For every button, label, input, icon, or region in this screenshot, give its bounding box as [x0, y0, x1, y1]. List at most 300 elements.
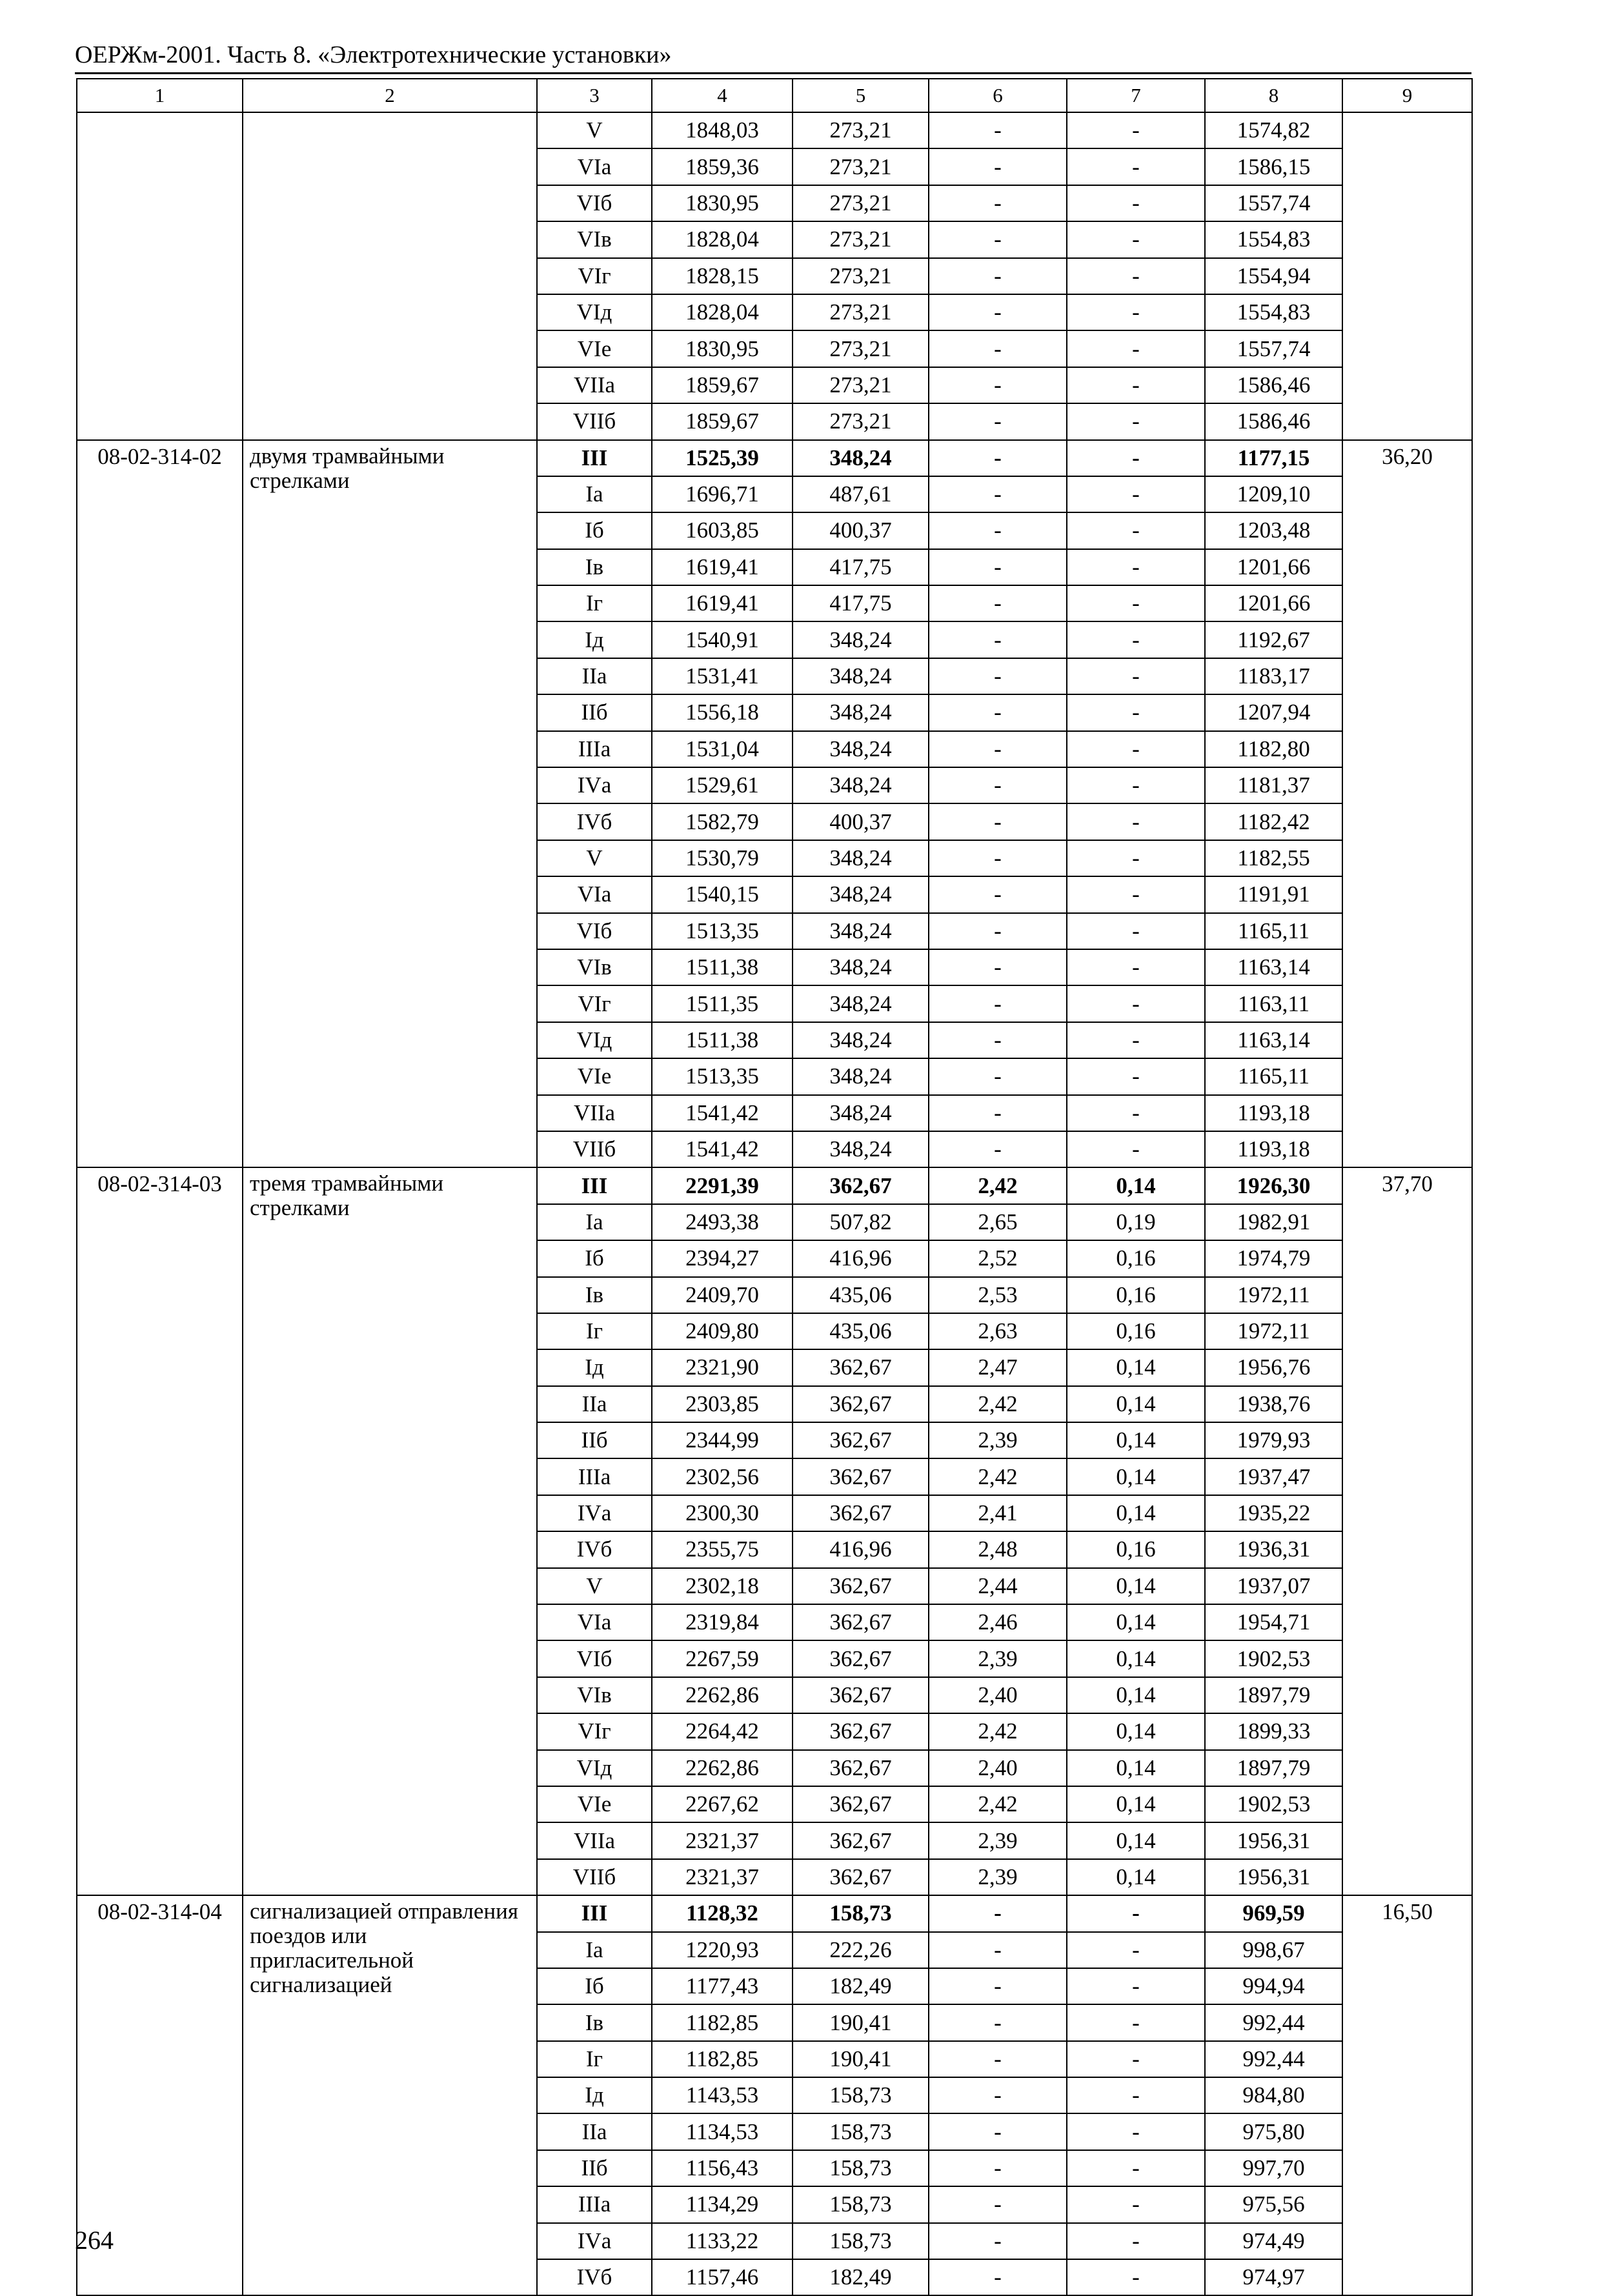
wages: 273,21	[793, 185, 929, 221]
region-index: Iа	[537, 1932, 652, 1968]
region-index: Iб	[537, 1240, 652, 1276]
machinist-wages: 0,14	[1067, 1859, 1205, 1895]
wages: 362,67	[793, 1750, 929, 1786]
region-index: VIе	[537, 1058, 652, 1094]
machine-cost: -	[929, 440, 1067, 476]
wages: 158,73	[793, 2186, 929, 2222]
region-index: IIб	[537, 1422, 652, 1458]
machinist-wages: -	[1067, 1968, 1205, 2004]
total-cost: 1696,71	[652, 476, 793, 512]
labor-cost	[1342, 112, 1472, 440]
wages: 190,41	[793, 2004, 929, 2040]
wages: 362,67	[793, 1786, 929, 1822]
region-index: IVа	[537, 767, 652, 803]
total-cost: 1531,04	[652, 731, 793, 767]
total-cost: 2493,38	[652, 1204, 793, 1240]
machine-cost: -	[929, 258, 1067, 294]
machine-cost: -	[929, 803, 1067, 840]
machinist-wages: -	[1067, 112, 1205, 148]
materials-cost: 975,56	[1205, 2186, 1342, 2222]
machine-cost: -	[929, 767, 1067, 803]
machine-cost: -	[929, 1968, 1067, 2004]
total-cost: 1143,53	[652, 2077, 793, 2113]
total-cost: 2321,37	[652, 1859, 793, 1895]
region-index: III	[537, 440, 652, 476]
total-cost: 1133,22	[652, 2223, 793, 2259]
machinist-wages: -	[1067, 585, 1205, 621]
region-index: Iг	[537, 1313, 652, 1349]
total-cost: 1828,04	[652, 221, 793, 257]
machine-cost: 2,44	[929, 1568, 1067, 1604]
machinist-wages: -	[1067, 985, 1205, 1022]
machine-cost: -	[929, 949, 1067, 985]
machinist-wages: -	[1067, 913, 1205, 949]
wages: 362,67	[793, 1495, 929, 1531]
materials-cost: 1899,33	[1205, 1713, 1342, 1749]
machinist-wages: -	[1067, 185, 1205, 221]
table-row	[77, 1895, 1472, 1931]
materials-cost: 1165,11	[1205, 1058, 1342, 1094]
region-index: Iд	[537, 2077, 652, 2113]
machine-cost: 2,41	[929, 1495, 1067, 1531]
machine-cost: -	[929, 2150, 1067, 2186]
region-index: VIIб	[537, 403, 652, 439]
materials-cost: 1177,15	[1205, 440, 1342, 476]
machine-cost: -	[929, 1131, 1067, 1167]
region-index: Iд	[537, 1349, 652, 1385]
machine-cost: 2,42	[929, 1458, 1067, 1495]
total-cost: 1530,79	[652, 840, 793, 876]
total-cost: 2267,59	[652, 1640, 793, 1677]
total-cost: 2321,37	[652, 1822, 793, 1858]
materials-cost: 969,59	[1205, 1895, 1342, 1931]
machinist-wages: 0,14	[1067, 1640, 1205, 1677]
total-cost: 1511,35	[652, 985, 793, 1022]
machinist-wages: -	[1067, 476, 1205, 512]
machinist-wages: 0,16	[1067, 1313, 1205, 1349]
total-cost: 1619,41	[652, 549, 793, 585]
machine-cost: -	[929, 2186, 1067, 2222]
wages: 348,24	[793, 1058, 929, 1094]
region-index: VIб	[537, 185, 652, 221]
machine-cost: 2,40	[929, 1750, 1067, 1786]
wages: 400,37	[793, 512, 929, 549]
column-number: 2	[243, 79, 537, 112]
machine-cost: 2,42	[929, 1786, 1067, 1822]
machine-cost: 2,40	[929, 1677, 1067, 1713]
region-index: Iв	[537, 549, 652, 585]
materials-cost: 1574,82	[1205, 112, 1342, 148]
region-index: VIIб	[537, 1131, 652, 1167]
wages: 273,21	[793, 112, 929, 148]
labor-cost: 37,70	[1342, 1167, 1472, 1895]
machine-cost: -	[929, 549, 1067, 585]
materials-cost: 1956,31	[1205, 1859, 1342, 1895]
total-cost: 1859,67	[652, 367, 793, 403]
machinist-wages: 0,16	[1067, 1240, 1205, 1276]
materials-cost: 1165,11	[1205, 913, 1342, 949]
materials-cost: 975,80	[1205, 2113, 1342, 2150]
total-cost: 1156,43	[652, 2150, 793, 2186]
total-cost: 1540,15	[652, 876, 793, 912]
materials-cost: 992,44	[1205, 2041, 1342, 2077]
table-row	[77, 112, 1472, 148]
machinist-wages: -	[1067, 2186, 1205, 2222]
machine-cost: -	[929, 330, 1067, 367]
rate-code	[77, 112, 243, 440]
region-index: Iг	[537, 585, 652, 621]
machine-cost: 2,42	[929, 1386, 1067, 1422]
machine-cost: -	[929, 985, 1067, 1022]
region-index: IIа	[537, 658, 652, 694]
total-cost: 1220,93	[652, 1932, 793, 1968]
total-cost: 1511,38	[652, 1022, 793, 1058]
total-cost: 1525,39	[652, 440, 793, 476]
machinist-wages: -	[1067, 403, 1205, 439]
materials-cost: 1183,17	[1205, 658, 1342, 694]
materials-cost: 1897,79	[1205, 1677, 1342, 1713]
region-index: Iб	[537, 1968, 652, 2004]
total-cost: 1830,95	[652, 185, 793, 221]
region-index: Iв	[537, 2004, 652, 2040]
materials-cost: 1191,91	[1205, 876, 1342, 912]
machinist-wages: -	[1067, 440, 1205, 476]
wages: 348,24	[793, 694, 929, 730]
machinist-wages: -	[1067, 2223, 1205, 2259]
machine-cost: -	[929, 403, 1067, 439]
region-index: Iг	[537, 2041, 652, 2077]
total-cost: 2319,84	[652, 1604, 793, 1640]
materials-cost: 1956,31	[1205, 1822, 1342, 1858]
materials-cost: 1557,74	[1205, 330, 1342, 367]
materials-cost: 1182,42	[1205, 803, 1342, 840]
column-number: 1	[77, 79, 243, 112]
region-index: IVб	[537, 803, 652, 840]
total-cost: 2267,62	[652, 1786, 793, 1822]
wages: 487,61	[793, 476, 929, 512]
machinist-wages: 0,14	[1067, 1750, 1205, 1786]
total-cost: 1541,42	[652, 1131, 793, 1167]
wages: 362,67	[793, 1640, 929, 1677]
wages: 273,21	[793, 294, 929, 330]
region-index: VIа	[537, 148, 652, 185]
machine-cost: 2,42	[929, 1167, 1067, 1203]
machine-cost: -	[929, 367, 1067, 403]
materials-cost: 992,44	[1205, 2004, 1342, 2040]
wages: 348,24	[793, 658, 929, 694]
materials-cost: 1954,71	[1205, 1604, 1342, 1640]
total-cost: 2262,86	[652, 1677, 793, 1713]
labor-cost: 16,50	[1342, 1895, 1472, 2295]
total-cost: 1603,85	[652, 512, 793, 549]
machine-cost: -	[929, 2004, 1067, 2040]
machine-cost: -	[929, 731, 1067, 767]
work-description: тремя трамвайными стрелками	[243, 1167, 537, 1895]
machinist-wages: -	[1067, 2041, 1205, 2077]
machine-cost: 2,42	[929, 1713, 1067, 1749]
materials-cost: 1209,10	[1205, 476, 1342, 512]
region-index: VIд	[537, 1022, 652, 1058]
machine-cost: 2,46	[929, 1604, 1067, 1640]
machine-cost: -	[929, 1895, 1067, 1931]
wages: 348,24	[793, 949, 929, 985]
column-number-row	[77, 79, 1472, 112]
wages: 400,37	[793, 803, 929, 840]
region-index: VIе	[537, 1786, 652, 1822]
machinist-wages: -	[1067, 1131, 1205, 1167]
column-number: 7	[1067, 79, 1205, 112]
machinist-wages: -	[1067, 1095, 1205, 1131]
machinist-wages: 0,14	[1067, 1604, 1205, 1640]
machinist-wages: -	[1067, 2259, 1205, 2295]
wages: 435,06	[793, 1313, 929, 1349]
machinist-wages: 0,14	[1067, 1386, 1205, 1422]
machine-cost: -	[929, 1058, 1067, 1094]
total-cost: 2409,70	[652, 1277, 793, 1313]
materials-cost: 998,67	[1205, 1932, 1342, 1968]
wages: 348,24	[793, 731, 929, 767]
machinist-wages: -	[1067, 694, 1205, 730]
region-index: VIд	[537, 1750, 652, 1786]
column-number: 6	[929, 79, 1067, 112]
wages: 362,67	[793, 1822, 929, 1858]
total-cost: 1848,03	[652, 112, 793, 148]
total-cost: 1513,35	[652, 1058, 793, 1094]
machinist-wages: -	[1067, 367, 1205, 403]
wages: 362,67	[793, 1422, 929, 1458]
total-cost: 1157,46	[652, 2259, 793, 2295]
work-description	[243, 112, 537, 440]
machine-cost: -	[929, 112, 1067, 148]
machine-cost: -	[929, 913, 1067, 949]
machinist-wages: -	[1067, 221, 1205, 257]
materials-cost: 1937,47	[1205, 1458, 1342, 1495]
region-index: VIIа	[537, 367, 652, 403]
materials-cost: 1557,74	[1205, 185, 1342, 221]
wages: 348,24	[793, 913, 929, 949]
total-cost: 1582,79	[652, 803, 793, 840]
wages: 362,67	[793, 1386, 929, 1422]
labor-cost: 36,20	[1342, 440, 1472, 1168]
wages: 273,21	[793, 330, 929, 367]
region-index: IVб	[537, 1531, 652, 1567]
materials-cost: 1193,18	[1205, 1095, 1342, 1131]
wages: 417,75	[793, 549, 929, 585]
wages: 158,73	[793, 2150, 929, 2186]
total-cost: 2355,75	[652, 1531, 793, 1567]
machine-cost: 2,39	[929, 1822, 1067, 1858]
machinist-wages: -	[1067, 258, 1205, 294]
rate-code: 08-02-314-03	[77, 1167, 243, 1895]
machine-cost: -	[929, 694, 1067, 730]
region-index: IVа	[537, 1495, 652, 1531]
materials-cost: 1974,79	[1205, 1240, 1342, 1276]
table-row	[77, 440, 1472, 476]
wages: 273,21	[793, 148, 929, 185]
machinist-wages: -	[1067, 512, 1205, 549]
region-index: VIд	[537, 294, 652, 330]
machine-cost: -	[929, 2259, 1067, 2295]
materials-cost: 1201,66	[1205, 549, 1342, 585]
region-index: VIIа	[537, 1822, 652, 1858]
column-number: 4	[652, 79, 793, 112]
wages: 158,73	[793, 2077, 929, 2113]
wages: 435,06	[793, 1277, 929, 1313]
region-index: III	[537, 1895, 652, 1931]
work-description: двумя трамвайными стрелками	[243, 440, 537, 1168]
materials-cost: 1554,83	[1205, 294, 1342, 330]
machine-cost: -	[929, 840, 1067, 876]
materials-cost: 1586,46	[1205, 367, 1342, 403]
wages: 348,24	[793, 1022, 929, 1058]
wages: 362,67	[793, 1167, 929, 1203]
region-index: VIг	[537, 985, 652, 1022]
table-body	[77, 79, 1472, 2295]
wages: 362,67	[793, 1458, 929, 1495]
total-cost: 1556,18	[652, 694, 793, 730]
materials-cost: 974,49	[1205, 2223, 1342, 2259]
machinist-wages: -	[1067, 2150, 1205, 2186]
materials-cost: 1902,53	[1205, 1640, 1342, 1677]
region-index: III	[537, 1167, 652, 1203]
machine-cost: -	[929, 1095, 1067, 1131]
wages: 362,67	[793, 1859, 929, 1895]
total-cost: 2344,99	[652, 1422, 793, 1458]
total-cost: 1511,38	[652, 949, 793, 985]
total-cost: 1177,43	[652, 1968, 793, 2004]
region-index: VIа	[537, 1604, 652, 1640]
machine-cost: -	[929, 148, 1067, 185]
materials-cost: 1554,94	[1205, 258, 1342, 294]
materials-cost: 1181,37	[1205, 767, 1342, 803]
total-cost: 1529,61	[652, 767, 793, 803]
machinist-wages: -	[1067, 621, 1205, 658]
wages: 190,41	[793, 2041, 929, 2077]
machinist-wages: 0,14	[1067, 1713, 1205, 1749]
total-cost: 2394,27	[652, 1240, 793, 1276]
total-cost: 1182,85	[652, 2041, 793, 2077]
page-number: 264	[75, 2226, 114, 2255]
materials-cost: 1956,76	[1205, 1349, 1342, 1385]
machine-cost: -	[929, 221, 1067, 257]
machine-cost: 2,53	[929, 1277, 1067, 1313]
materials-cost: 1163,14	[1205, 949, 1342, 985]
wages: 182,49	[793, 2259, 929, 2295]
wages: 348,24	[793, 440, 929, 476]
machinist-wages: -	[1067, 1022, 1205, 1058]
materials-cost: 1182,80	[1205, 731, 1342, 767]
region-index: Iа	[537, 476, 652, 512]
total-cost: 1828,15	[652, 258, 793, 294]
machine-cost: 2,48	[929, 1531, 1067, 1567]
region-index: VIIб	[537, 1859, 652, 1895]
machine-cost: -	[929, 185, 1067, 221]
machinist-wages: -	[1067, 731, 1205, 767]
total-cost: 1134,53	[652, 2113, 793, 2150]
work-description: сигнализацией отправления поездов или пригласительной сигнализацией	[243, 1895, 537, 2295]
wages: 348,24	[793, 985, 929, 1022]
machinist-wages: -	[1067, 1058, 1205, 1094]
wages: 273,21	[793, 258, 929, 294]
wages: 158,73	[793, 2223, 929, 2259]
total-cost: 2264,42	[652, 1713, 793, 1749]
materials-cost: 1972,11	[1205, 1313, 1342, 1349]
machine-cost: 2,39	[929, 1640, 1067, 1677]
materials-cost: 1201,66	[1205, 585, 1342, 621]
wages: 182,49	[793, 1968, 929, 2004]
region-index: IIIа	[537, 1458, 652, 1495]
machinist-wages: -	[1067, 767, 1205, 803]
total-cost: 2321,90	[652, 1349, 793, 1385]
total-cost: 2303,85	[652, 1386, 793, 1422]
wages: 158,73	[793, 2113, 929, 2150]
machinist-wages: -	[1067, 330, 1205, 367]
rate-code: 08-02-314-04	[77, 1895, 243, 2295]
wages: 417,75	[793, 585, 929, 621]
materials-cost: 997,70	[1205, 2150, 1342, 2186]
machinist-wages: -	[1067, 1895, 1205, 1931]
materials-cost: 1182,55	[1205, 840, 1342, 876]
machine-cost: 2,52	[929, 1240, 1067, 1276]
machinist-wages: -	[1067, 2077, 1205, 2113]
total-cost: 1619,41	[652, 585, 793, 621]
rate-code: 08-02-314-02	[77, 440, 243, 1168]
region-index: VIв	[537, 1677, 652, 1713]
region-index: VIа	[537, 876, 652, 912]
machinist-wages: 0,14	[1067, 1422, 1205, 1458]
machinist-wages: -	[1067, 148, 1205, 185]
machinist-wages: -	[1067, 2113, 1205, 2150]
region-index: IIа	[537, 2113, 652, 2150]
machinist-wages: -	[1067, 294, 1205, 330]
total-cost: 1531,41	[652, 658, 793, 694]
region-index: VIв	[537, 949, 652, 985]
materials-cost: 1897,79	[1205, 1750, 1342, 1786]
total-cost: 1540,91	[652, 621, 793, 658]
machinist-wages: 0,14	[1067, 1677, 1205, 1713]
machine-cost: -	[929, 1022, 1067, 1058]
machinist-wages: -	[1067, 2004, 1205, 2040]
materials-cost: 1192,67	[1205, 621, 1342, 658]
machine-cost: 2,65	[929, 1204, 1067, 1240]
machinist-wages: -	[1067, 949, 1205, 985]
machinist-wages: -	[1067, 1932, 1205, 1968]
table-row	[77, 1167, 1472, 1203]
machine-cost: -	[929, 294, 1067, 330]
wages: 158,73	[793, 1895, 929, 1931]
materials-cost: 1163,11	[1205, 985, 1342, 1022]
materials-cost: 1979,93	[1205, 1422, 1342, 1458]
column-number: 5	[793, 79, 929, 112]
total-cost: 2409,80	[652, 1313, 793, 1349]
wages: 507,82	[793, 1204, 929, 1240]
total-cost: 2300,30	[652, 1495, 793, 1531]
region-index: IIб	[537, 2150, 652, 2186]
wages: 348,24	[793, 621, 929, 658]
total-cost: 2291,39	[652, 1167, 793, 1203]
wages: 273,21	[793, 403, 929, 439]
region-index: VIг	[537, 1713, 652, 1749]
machine-cost: -	[929, 585, 1067, 621]
machinist-wages: 0,14	[1067, 1495, 1205, 1531]
price-table	[76, 78, 1473, 2296]
materials-cost: 1163,14	[1205, 1022, 1342, 1058]
total-cost: 2262,86	[652, 1750, 793, 1786]
machine-cost: -	[929, 876, 1067, 912]
machinist-wages: -	[1067, 549, 1205, 585]
machinist-wages: -	[1067, 803, 1205, 840]
materials-cost: 1554,83	[1205, 221, 1342, 257]
